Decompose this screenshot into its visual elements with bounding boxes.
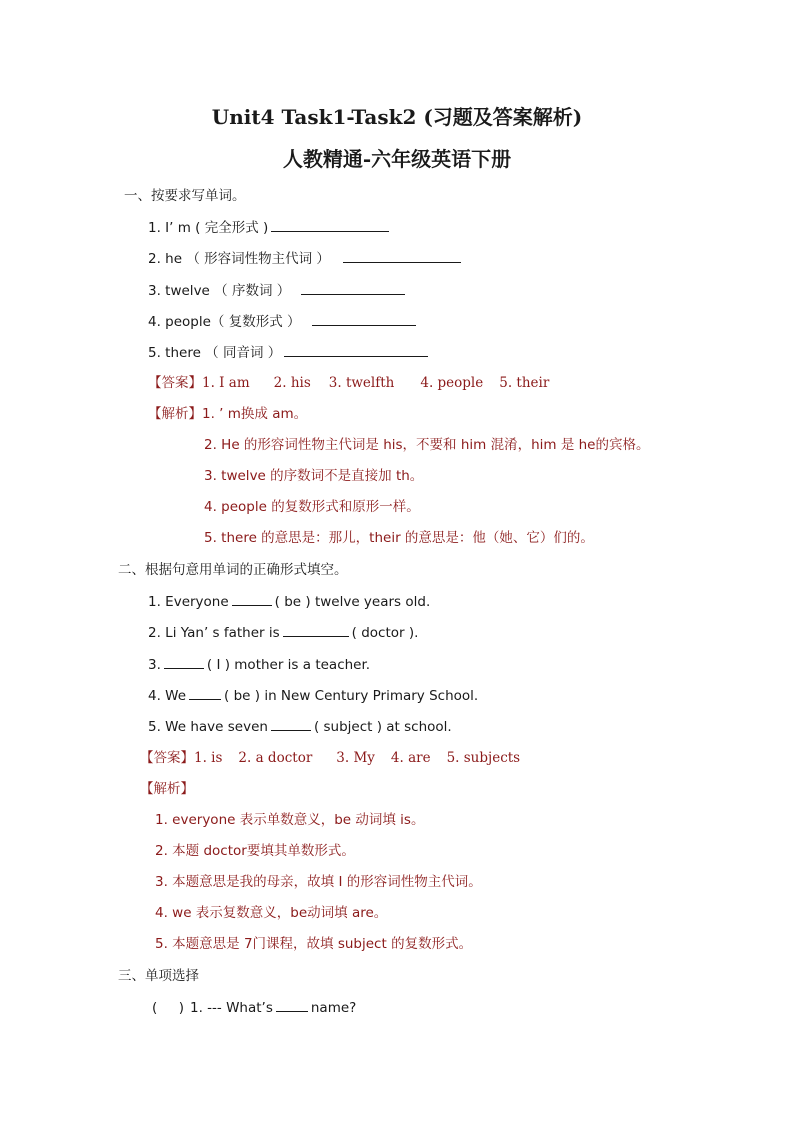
s1-answer-3: 3. twelfth [328,375,395,391]
s1-analysis-line [148,404,307,424]
s1-analysis-1: 1. ’ m换成 am。 [202,406,308,422]
answer-blank[interactable] [271,217,389,232]
s2-item-5-post: ( subject ) at school. [313,719,452,735]
s1-answer-4: 4. people [420,375,484,391]
document-title: Unit4 Task1-Task2 (习题及答案解析) [211,105,583,129]
s1-analysis-2: 2. He 的形容词性物主代词是 his，不要和 him 混淆，him 是 he的宾格。 [204,437,650,453]
answer-blank[interactable] [189,685,221,700]
s2-analysis-1: 1. everyone 表示单数意义，be 动词填 is。 [155,812,425,828]
s2-item-2-pre: 2. Li Yan’ s father is [148,625,280,641]
answer-blank[interactable] [284,342,428,357]
s2-analysis-label: 【解析】 [140,781,194,797]
s2-answer-5: 5. subjects [446,750,521,766]
answer-blank[interactable] [164,654,204,669]
s1-item-3 [148,280,408,301]
choice-paren[interactable]: ( ) [152,1000,184,1016]
s1-item-4 [148,311,419,332]
s1-item-1 [148,217,392,238]
s2-analysis-4: 4. we 表示复数意义，be动词填 are。 [155,905,388,921]
s2-item-1 [148,591,430,612]
s2-item-4 [148,685,478,706]
answer-blank[interactable] [276,997,308,1012]
s2-item-3 [148,654,370,675]
s2-item-1-pre: 1. Everyone [148,594,229,610]
s3-question-1 [152,997,356,1018]
s1-analysis-4: 4. people 的复数形式和原形一样。 [204,499,420,515]
s1-item-4-text: 4. people（ 复数形式 ） [148,314,301,330]
s1-item-1-text: 1. I’ m ( 完全形式 ) [148,220,269,236]
s3-q1-pre: 1. --- What’s [190,1000,273,1016]
document-subtitle: 人教精通-六年级英语下册 [282,147,512,171]
s2-item-5-pre: 5. We have seven [148,719,268,735]
s1-item-3-text: 3. twelve （ 序数词 ） [148,283,291,299]
s1-answer-line [148,373,549,393]
s1-item-5-text: 5. there （ 同音词 ） [148,345,282,361]
s2-analysis-2: 2. 本题 doctor要填其单数形式。 [155,843,355,859]
s2-item-5 [148,716,452,737]
s1-answer-5: 5. their [499,375,550,391]
answer-blank[interactable] [343,248,461,263]
s1-item-5 [148,342,431,363]
s2-answer-2: 2. a doctor [238,750,313,766]
section-3-heading: 三、单项选择 [118,968,199,984]
s1-answer-2: 2. his [273,375,311,391]
s2-answer-1: 1. is [194,750,223,766]
s1-answer-1: 1. I am [202,375,250,391]
s2-item-3-post: ( I ) mother is a teacher. [206,657,371,673]
s2-item-4-post: ( be ) in New Century Primary School. [224,688,479,704]
s1-analysis-5: 5. there 的意思是：那儿，their 的意思是：他（她、它）们的。 [204,530,594,546]
s2-item-2-post: ( doctor ). [351,625,419,641]
answer-blank[interactable] [301,280,405,295]
s3-q1-post: name? [310,1000,357,1016]
answer-blank[interactable] [312,311,416,326]
s2-answer-4: 4. are [390,750,431,766]
answer-blank[interactable] [283,622,349,637]
s1-item-2-text: 2. he （ 形容词性物主代词 ） [148,251,330,267]
s2-item-3-pre: 3. [148,657,161,673]
s2-answer-line [140,748,520,768]
section-2-heading: 二、根据句意用单词的正确形式填空。 [118,562,348,578]
answer-blank[interactable] [232,591,272,606]
answer-label: 【答案】 [148,375,202,391]
answer-label: 【答案】 [140,750,194,766]
answer-blank[interactable] [271,716,311,731]
s2-answer-3: 3. My [336,750,375,766]
s2-item-4-pre: 4. We [148,688,187,704]
s2-item-2 [148,622,418,643]
analysis-label: 【解析】 [148,406,202,422]
section-1-heading: 一、按要求写单词。 [124,188,246,204]
s1-item-2 [148,248,464,269]
s2-analysis-5: 5. 本题意思是 7门课程，故填 subject 的复数形式。 [155,936,473,952]
s2-item-1-post: ( be ) twelve years old. [274,594,431,610]
s2-analysis-3: 3. 本题意思是我的母亲，故填 I 的形容词性物主代词。 [155,874,482,890]
s1-analysis-3: 3. twelve 的序数词不是直接加 th。 [204,468,424,484]
